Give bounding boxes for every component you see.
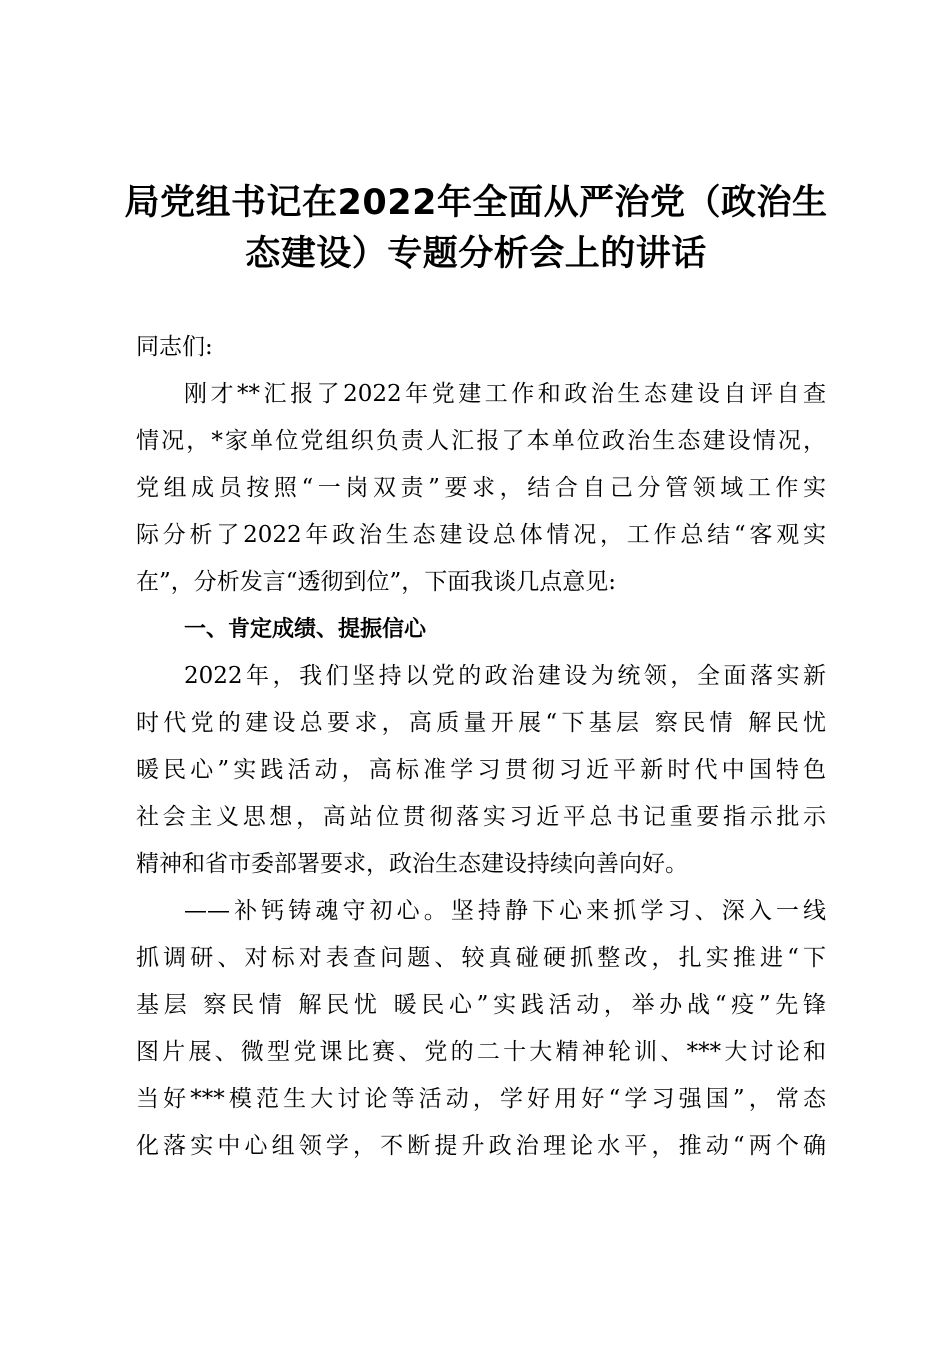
paragraph-line: 基层 察民情 解民忧 暖民心”实践活动，举办战“疫”先锋 [136, 992, 826, 1018]
paragraph-line: ——补钙铸魂守初心。坚持静下心来抓学习、深入一线 [184, 898, 826, 924]
paragraph-line: 精神和省市委部署要求，政治生态建设持续向善向好。 [136, 851, 688, 877]
paragraph-line: 当好***模范生大讨论等活动，学好用好“学习强国”，常态 [136, 1086, 826, 1112]
paragraph-line: 情况，*家单位党组织负责人汇报了本单位政治生态建设情况， [136, 428, 826, 454]
section-heading: 一、肯定成绩、提振信心 [184, 617, 427, 642]
title-line: 局党组书记在2022年全面从严治党（政治生 [124, 183, 828, 223]
salutation: 同志们: [136, 334, 213, 360]
paragraph-line: 暖民心”实践活动，高标准学习贯彻习近平新时代中国特色 [136, 757, 826, 783]
title-line: 态建设）专题分析会上的讲话 [245, 234, 707, 274]
paragraph-line: 党组成员按照“一岗双责”要求，结合自己分管领域工作实 [136, 475, 826, 501]
document-title [120, 178, 832, 280]
paragraph-2 [136, 653, 826, 888]
paragraph-line: 在”，分析发言“透彻到位”，下面我谈几点意见: [136, 569, 617, 595]
paragraph-line: 抓调研、对标对表查问题、较真碰硬抓整改，扎实推进“下 [136, 945, 826, 971]
paragraph-line: 2022年，我们坚持以党的政治建设为统领，全面落实新 [184, 663, 826, 689]
document-body [136, 324, 826, 1170]
paragraph-3 [136, 888, 826, 1170]
paragraph-line: 际分析了2022年政治生态建设总体情况，工作总结“客观实 [136, 522, 826, 548]
paragraph-1 [136, 371, 826, 606]
paragraph-line: 社会主义思想，高站位贯彻落实习近平总书记重要指示批示 [136, 804, 826, 830]
paragraph-line: 刚才**汇报了2022年党建工作和政治生态建设自评自查 [184, 381, 826, 407]
paragraph-line: 图片展、微型党课比赛、党的二十大精神轮训、***大讨论和 [136, 1039, 826, 1065]
paragraph-line: 化落实中心组领学，不断提升政治理论水平，推动“两个确 [136, 1133, 826, 1159]
paragraph-line: 时代党的建设总要求，高质量开展“下基层 察民情 解民忧 [136, 710, 826, 736]
